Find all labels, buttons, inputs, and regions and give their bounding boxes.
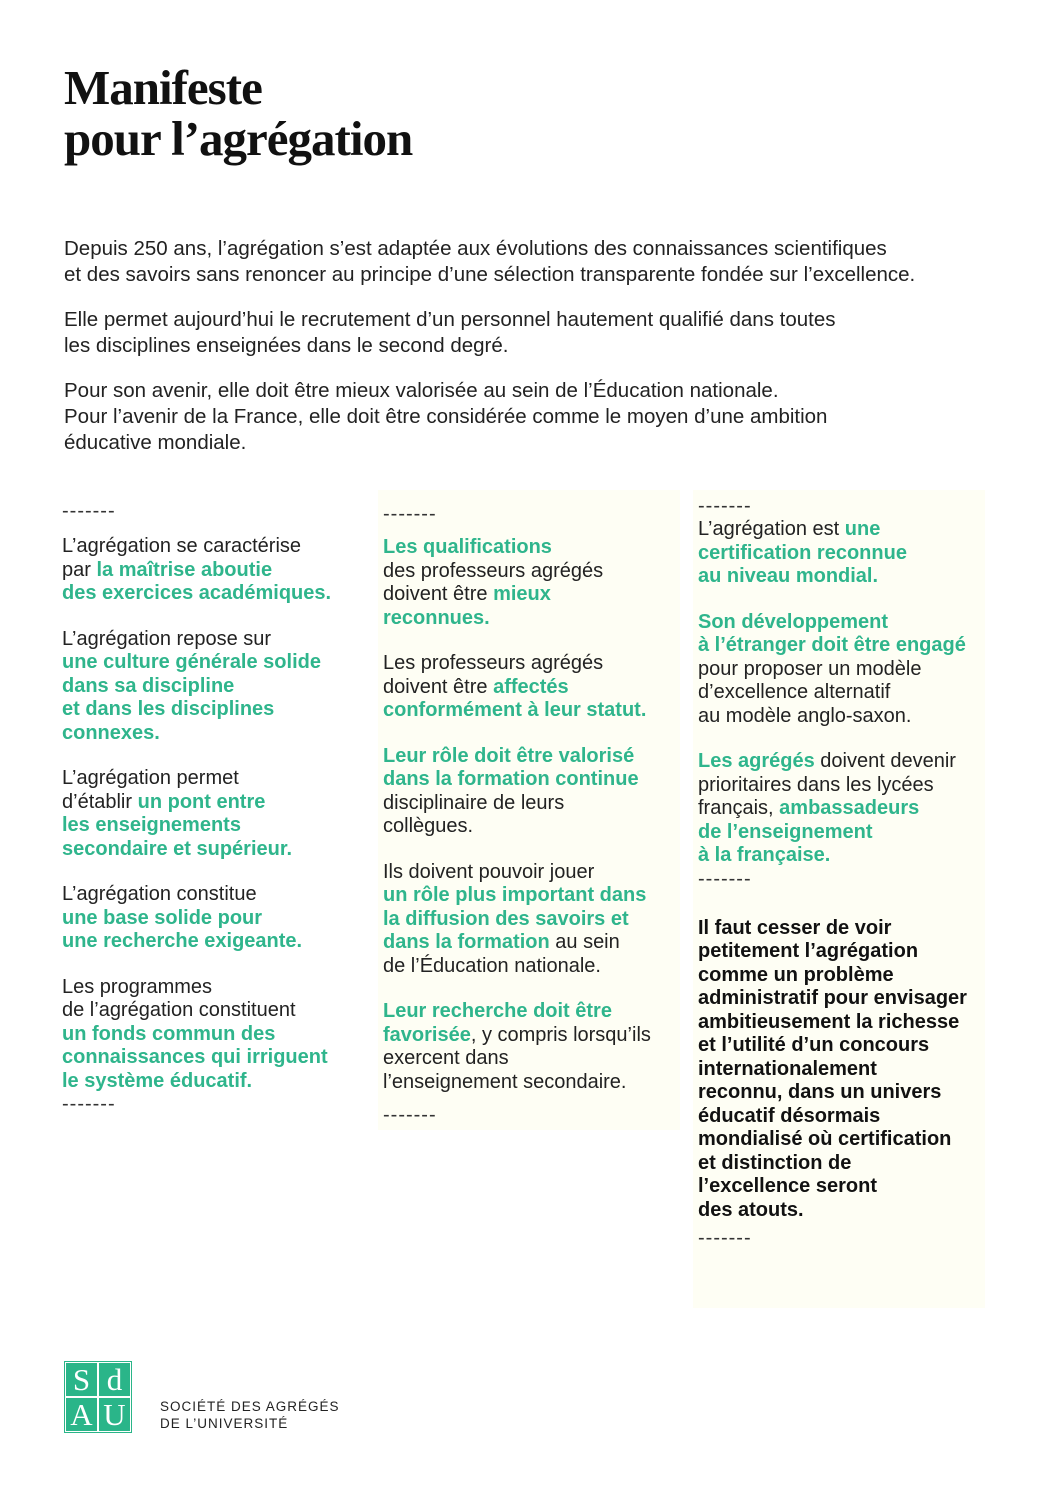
bold-line: et distinction de	[698, 1151, 852, 1174]
separator: -------	[698, 495, 752, 517]
bold-line: Il faut cesser de voir	[698, 916, 892, 939]
bold-line: mondialisé où certification	[698, 1128, 952, 1150]
logo-letter: d	[99, 1363, 130, 1396]
text-line: L’agrégation repose sur	[62, 627, 272, 650]
intro-paragraph	[64, 307, 1014, 359]
highlight-line: connexes.	[62, 721, 160, 744]
column-3	[693, 490, 985, 1308]
text-line: collègues.	[383, 815, 474, 837]
statement-block	[383, 652, 680, 723]
highlight-line: secondaire et supérieur.	[62, 837, 293, 860]
text-line: doivent être affectés	[383, 675, 569, 698]
highlight-line: à la française.	[698, 844, 831, 866]
highlight-line: une recherche exigeante.	[62, 930, 303, 952]
bold-line: des atouts.	[698, 1198, 804, 1221]
bold-line: éducatif désormais	[698, 1104, 881, 1127]
highlight-line: Les qualifications	[383, 536, 552, 558]
text-line: L’agrégation permet	[62, 767, 239, 789]
conclusion-block	[698, 917, 985, 1223]
sdau-logo	[64, 1361, 132, 1433]
highlight-line: Son développement	[698, 610, 889, 633]
intro-line: les disciplines enseignées dans le second degré.	[64, 334, 509, 357]
bold-line: administratif pour envisager	[698, 987, 967, 1009]
highlight-line: une culture générale solide	[62, 651, 321, 673]
statement-block	[62, 535, 362, 606]
text-line: de l’Éducation nationale.	[383, 954, 601, 977]
statement-block	[62, 628, 362, 746]
org-line: SOCIÉTÉ DES AGRÉGÉS	[160, 1399, 340, 1414]
bold-line: comme un problème	[698, 963, 894, 986]
intro	[64, 236, 1014, 475]
text-line: pour proposer un modèle	[698, 657, 922, 680]
organization-name	[160, 1398, 340, 1432]
intro-line: Depuis 250 ans, l’agrégation s’est adaptée aux évolutions des connaissances scientifiques	[64, 237, 887, 260]
intro-line: et des savoirs sans renoncer au principe d’une sélection transparente fondée sur l’excellence.	[64, 263, 916, 286]
text-line: d’excellence alternatif	[698, 681, 891, 703]
column-1	[62, 500, 362, 1116]
statement-block	[698, 750, 985, 868]
bold-line: l’excellence seront	[698, 1175, 877, 1197]
title-line-2: pour l’agrégation	[64, 111, 413, 166]
statement-block	[62, 976, 362, 1094]
text-line: L’agrégation est une	[698, 518, 881, 540]
text-line: disciplinaire de leurs	[383, 791, 565, 814]
intro-line: Pour son avenir, elle doit être mieux valorisée au sein de l’Éducation nationale.	[64, 379, 779, 402]
intro-line: Elle permet aujourd’hui le recrutement d’un personnel hautement qualifié dans toutes	[64, 308, 836, 331]
highlight-line: dans sa discipline	[62, 674, 235, 697]
separator: -------	[383, 1104, 437, 1126]
text-line: dans la formation au sein	[383, 931, 620, 953]
column-2	[378, 490, 680, 1130]
bold-line: internationalement	[698, 1057, 877, 1080]
text-line: des professeurs agrégés	[383, 559, 604, 582]
text-line: exercent dans	[383, 1047, 509, 1069]
highlight-line: Leur recherche doit être	[383, 1000, 612, 1022]
separator: -------	[62, 1093, 116, 1115]
text-line: favorisée, y compris lorsqu’ils	[383, 1023, 651, 1046]
text-line: Les agrégés doivent devenir	[698, 750, 956, 772]
logo-letter: U	[99, 1398, 130, 1431]
highlight-line: connaissances qui irriguent	[62, 1046, 328, 1068]
highlight-line: Leur rôle doit être valorisé	[383, 744, 635, 767]
highlight-line: à l’étranger doit être engagé	[698, 634, 966, 656]
org-line: DE L’UNIVERSITÉ	[160, 1416, 289, 1431]
statement-block	[383, 861, 680, 979]
highlight-line: et dans les disciplines	[62, 698, 275, 720]
highlight-line: un rôle plus important dans	[383, 884, 647, 906]
highlight-line: un fonds commun des	[62, 1022, 276, 1045]
highlight-line: la diffusion des savoirs et	[383, 907, 629, 930]
text-line: au modèle anglo-saxon.	[698, 704, 912, 727]
text-line: Ils doivent pouvoir jouer	[383, 860, 595, 883]
bold-line: reconnu, dans un univers	[698, 1081, 942, 1103]
text-line: doivent être mieux	[383, 583, 551, 605]
statement-block	[62, 883, 362, 954]
logo-letter: A	[66, 1398, 97, 1431]
text-line: de l’agrégation constituent	[62, 999, 296, 1021]
title-line-1: Manifeste	[64, 60, 262, 115]
statement-block	[383, 1000, 680, 1094]
highlight-line: de l’enseignement	[698, 820, 873, 843]
statement-block	[62, 767, 362, 861]
highlight-line: reconnues.	[383, 606, 490, 629]
text-line: d’établir un pont entre	[62, 790, 266, 813]
highlight-line: au niveau mondial.	[698, 565, 879, 587]
intro-line: Pour l’avenir de la France, elle doit être considérée comme le moyen d’une ambition	[64, 405, 828, 428]
separator: -------	[383, 503, 437, 525]
highlight-line: des exercices académiques.	[62, 582, 332, 604]
highlight-line: le système éducatif.	[62, 1069, 253, 1092]
intro-paragraph	[64, 378, 1014, 456]
text-line: par la maîtrise aboutie	[62, 558, 273, 581]
intro-paragraph	[64, 236, 1014, 288]
separator: -------	[698, 867, 752, 890]
text-line: l’enseignement secondaire.	[383, 1070, 627, 1093]
text-line: Les professeurs agrégés	[383, 652, 604, 674]
text-line: L’agrégation constitue	[62, 883, 257, 905]
statement-block	[383, 536, 680, 630]
bold-line: petitement l’agrégation	[698, 940, 919, 962]
text-line: français, ambassadeurs	[698, 797, 920, 819]
intro-line: éducative mondiale.	[64, 431, 247, 454]
highlight-line: certification reconnue	[698, 541, 907, 564]
highlight-line: une base solide pour	[62, 906, 263, 929]
separator: -------	[698, 1227, 752, 1249]
text-line: Les programmes	[62, 975, 213, 998]
highlight-line: conformément à leur statut.	[383, 699, 647, 721]
text-line: L’agrégation se caractérise	[62, 535, 302, 557]
highlight-line: dans la formation continue	[383, 768, 639, 790]
statement-block	[698, 611, 985, 729]
bold-line: ambitieusement la richesse	[698, 1010, 960, 1033]
logo-letter: S	[66, 1363, 97, 1396]
separator: -------	[62, 500, 116, 522]
highlight-line: les enseignements	[62, 814, 241, 836]
statement-block	[383, 745, 680, 839]
bold-line: et l’utilité d’un concours	[698, 1034, 930, 1056]
text-line: prioritaires dans les lycées	[698, 773, 934, 796]
statement-block	[698, 518, 985, 589]
page-title	[64, 62, 412, 164]
